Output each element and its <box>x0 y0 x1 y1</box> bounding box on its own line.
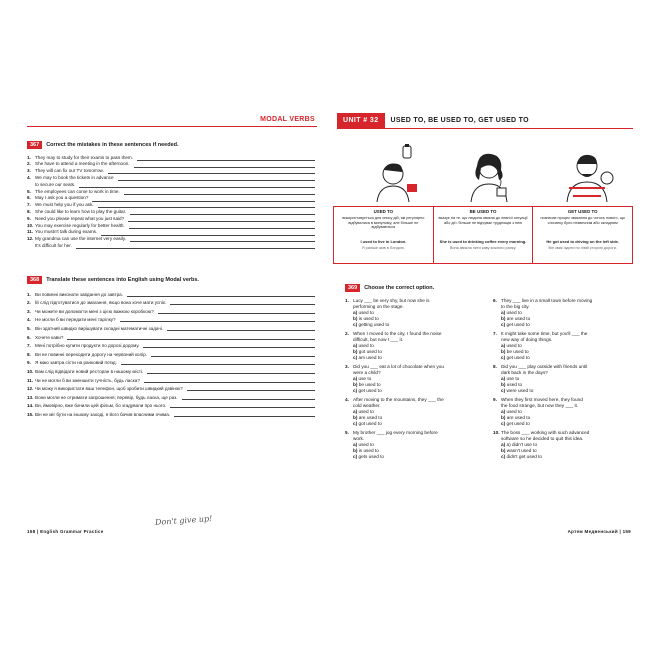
item-number: 2. <box>27 300 31 306</box>
question-number <box>493 370 501 376</box>
rule-heading: GET USED TO <box>567 209 598 214</box>
rule-description: використовується для опису дій, які регулярно відбувалися в минулому, але більше не відбуваються <box>342 216 425 230</box>
option-letter: b) <box>501 349 506 354</box>
question-number <box>493 436 501 442</box>
question-text: Did you ___ play outside with friends until <box>501 364 588 369</box>
answer-line[interactable] <box>108 170 315 174</box>
answer-line[interactable] <box>130 211 315 215</box>
option-text: is used to <box>358 448 379 453</box>
page-footer-right: Артем Медвенський | 159 <box>567 529 631 534</box>
item-text: It's difficult for her. <box>35 242 72 248</box>
answer-option[interactable] <box>493 454 638 460</box>
rule-example: She is used to drinking coffee every morning. <box>439 239 527 244</box>
right-page <box>325 88 641 558</box>
exercise-369-column-1 <box>345 298 490 463</box>
answer-line[interactable] <box>130 238 315 242</box>
item-number: 15. <box>27 411 34 417</box>
answer-line[interactable] <box>144 379 315 383</box>
question-text: new way of doing things. <box>501 337 553 342</box>
exercise-367-list <box>27 154 315 249</box>
exercise-item <box>27 340 315 349</box>
rule-description: позначає процес звикання до чогось нового, що спочатку було незвичним або складним <box>540 216 625 225</box>
page-footer-left: 158 | English Grammar Practice <box>27 529 104 534</box>
exercise-item <box>27 391 315 400</box>
item-number: 4. <box>27 317 31 323</box>
option-letter: c) <box>353 388 358 393</box>
question-number <box>345 370 353 376</box>
question <box>345 298 490 328</box>
exercise-item <box>27 305 315 314</box>
question-number: 4. <box>345 397 349 402</box>
option-letter: c) <box>501 322 506 327</box>
option-text: used to <box>358 310 374 315</box>
item-text: She could like to learn how to play the guitar. <box>35 208 127 214</box>
question-number <box>493 403 501 409</box>
question <box>493 331 638 361</box>
woman-coffee-illustration <box>457 144 527 202</box>
running-title: MODAL VERBS <box>260 116 315 123</box>
exercise-369-column-2 <box>493 298 638 463</box>
option-letter: a) <box>353 343 358 348</box>
exercise-instruction: Correct the mistakes in these sentences if needed. <box>46 142 179 148</box>
option-text: get used to <box>506 355 530 360</box>
exercise-369-header <box>345 284 434 292</box>
question-text: dark back in the days? <box>501 370 548 375</box>
option-letter: a) <box>501 409 506 414</box>
item-text: Ви, ймовірно, вже бачили цей фільм, бо згадували про нього. <box>35 403 167 409</box>
option-letter: b) <box>353 349 358 354</box>
option-text: used to <box>358 409 374 414</box>
option-text: get used to <box>506 421 530 426</box>
answer-option[interactable] <box>493 388 638 394</box>
rule-translation: Він звик їздити по лівій стороні дороги. <box>548 245 617 250</box>
exercise-item <box>27 365 315 374</box>
item-text: Чи можете ви допомогти мені з цією важкою коробкою? <box>35 308 154 314</box>
item-text: My grandma can use the internet very easily. <box>35 236 127 242</box>
question-text: After moving to the mountains, they ___ the <box>353 397 444 402</box>
question-text: When they first moved here, they found <box>501 397 583 402</box>
item-text: Ви повинні виконати завдання до завтра. <box>35 291 124 297</box>
option-text: are used to <box>506 415 531 420</box>
answer-option[interactable] <box>345 388 490 394</box>
option-letter: b) <box>501 415 506 420</box>
item-number: 1. <box>27 154 31 160</box>
option-text: were used to <box>506 388 534 393</box>
rule-column <box>334 207 434 263</box>
option-letter: a) <box>501 376 506 381</box>
answer-line[interactable] <box>137 157 315 161</box>
rule-translation: Вона звикла пити каву кожного ранку. <box>449 245 517 250</box>
option-letter: a) <box>353 310 358 315</box>
option-letter: a) <box>501 343 506 348</box>
question-text: It might take some time, but you'll ___ the <box>501 331 588 336</box>
item-number: 4. <box>27 174 31 180</box>
item-number: 3. <box>27 168 31 174</box>
option-text: got used to <box>358 421 382 426</box>
exercise-item <box>27 314 315 323</box>
item-text: They will can fix our TV tomorrow. <box>35 168 104 174</box>
answer-option[interactable] <box>345 355 490 361</box>
answer-option[interactable] <box>493 421 638 427</box>
rule-heading: USED TO <box>373 209 394 214</box>
question-text: My brother ___ jog every morning before <box>353 430 438 435</box>
item-number: 10. <box>27 222 34 228</box>
option-text: used to <box>506 409 522 414</box>
answer-option[interactable] <box>345 454 490 460</box>
question-number <box>493 304 501 310</box>
option-letter: c) <box>353 454 358 459</box>
rule-column <box>533 207 632 263</box>
item-text: Їй слід підготуватися до змагання, якщо вона хоче мати успіх. <box>35 300 167 306</box>
exercise-item <box>27 236 315 243</box>
option-letter: b) <box>501 448 506 453</box>
option-text: getting used to <box>358 322 390 327</box>
option-letter: b) <box>353 415 358 420</box>
exercise-number-badge: 368 <box>27 276 42 284</box>
question-text: Lucy ___ be very shy, but now she is <box>353 298 430 303</box>
answer-line[interactable] <box>147 370 315 374</box>
exercise-item <box>27 195 315 202</box>
option-letter: c) <box>353 421 358 426</box>
item-number: 10. <box>27 368 34 374</box>
answer-line[interactable] <box>76 245 315 249</box>
item-text: You mustn't talk during exams. <box>35 229 98 235</box>
item-text: Він не міг бути на іншому заході, я його бачив власними очима. <box>35 411 171 417</box>
option-text: are used to <box>358 415 383 420</box>
item-number: 12. <box>27 386 34 392</box>
answer-line[interactable] <box>134 164 316 168</box>
answer-option[interactable] <box>493 355 638 361</box>
question <box>345 331 490 361</box>
answer-line[interactable] <box>167 327 315 331</box>
option-text: wasn't used to <box>506 448 537 453</box>
question <box>493 430 638 460</box>
question-number: 6. <box>493 298 497 303</box>
item-number: 12. <box>27 236 34 242</box>
item-text: You may exercise regularly for better health. <box>35 222 125 228</box>
question-text: Did you ___ eat a lot of chocolate when you <box>353 364 444 369</box>
exercise-item <box>27 408 315 417</box>
exercise-item <box>27 161 315 168</box>
item-number: 11. <box>27 377 34 383</box>
question-number <box>345 436 353 442</box>
exercise-item <box>27 168 315 175</box>
item-number: 5. <box>27 325 31 331</box>
option-letter: b) <box>501 382 506 387</box>
item-number: 11. <box>27 229 34 235</box>
question-number: 2. <box>345 331 349 336</box>
exercise-367-header <box>27 141 179 149</box>
item-number: 8. <box>27 351 31 357</box>
rule-description: вказує на те, що людина звикла до певної ситуації або дії і більше не відчуває труднощів з нею <box>438 216 528 225</box>
answer-option[interactable] <box>345 322 490 328</box>
question <box>345 364 490 394</box>
option-letter: a) <box>353 409 358 414</box>
answer-line[interactable] <box>120 318 315 322</box>
option-letter: c) <box>501 388 506 393</box>
item-number: 9. <box>27 360 31 366</box>
option-text: got used to <box>358 349 382 354</box>
question-number: 5. <box>345 430 349 435</box>
question-text: software so he decided to quit this idea. <box>501 436 584 441</box>
item-text: Хочете кави? <box>35 334 64 340</box>
answer-line[interactable] <box>98 204 315 208</box>
rule-example: I used to live in London. <box>360 239 407 244</box>
question <box>345 397 490 427</box>
answer-line[interactable] <box>118 177 315 181</box>
exercise-item <box>27 374 315 383</box>
question-text: were a child? <box>353 370 381 375</box>
option-text: a) didn't use to <box>506 442 538 447</box>
exercise-item <box>27 215 315 222</box>
rule-column <box>434 207 534 263</box>
item-text: Need you please repeat what you just said? <box>35 215 125 221</box>
question-number <box>493 337 501 343</box>
question-number <box>345 304 353 310</box>
question-text: the food strange, but now they ___ it. <box>501 403 579 408</box>
answer-line[interactable] <box>151 353 315 357</box>
item-number: 7. <box>27 343 31 349</box>
option-letter: c) <box>501 454 506 459</box>
answer-line[interactable] <box>158 310 315 314</box>
answer-line[interactable] <box>182 396 315 400</box>
question-number <box>345 337 353 343</box>
book-spread <box>9 88 641 558</box>
option-text: used to <box>506 343 522 348</box>
exercise-item <box>27 297 315 306</box>
item-text: Чи не могли б ви зменшити гучність, будь ласка? <box>35 377 140 383</box>
illustrations <box>345 144 635 202</box>
question-text: The boss ___ working with such advanced <box>501 430 590 435</box>
question-text: They ___ live in a small town before moving <box>501 298 593 303</box>
exercise-item <box>27 208 315 215</box>
option-text: used to <box>506 382 523 387</box>
option-letter: c) <box>501 421 506 426</box>
option-letter: a) <box>501 442 506 447</box>
item-text: May I ask you a question? <box>35 195 89 201</box>
item-number: 13. <box>27 394 34 400</box>
question-text: difficult, but now I ___ it. <box>353 337 404 342</box>
left-page <box>9 88 325 558</box>
answer-option[interactable] <box>345 421 490 427</box>
exercise-instruction: Choose the correct option. <box>364 285 435 291</box>
option-text: used to <box>358 442 374 447</box>
question-number: 8. <box>493 364 497 369</box>
option-text: used to <box>506 310 522 315</box>
option-text: used to <box>358 343 374 348</box>
question-text: to the big city. <box>501 304 530 309</box>
question-number: 9. <box>493 397 497 402</box>
item-text: We may to book the tickets in advance <box>35 174 114 180</box>
exercise-item <box>27 229 315 236</box>
item-number: 7. <box>27 202 31 208</box>
question-number: 3. <box>345 364 349 369</box>
question-text: cold weather. <box>353 403 381 408</box>
question <box>493 397 638 427</box>
answer-line[interactable] <box>187 387 315 391</box>
question <box>345 430 490 460</box>
item-text: She have to attend a meeting in the afternoon. <box>35 161 130 167</box>
rule-heading: BE USED TO <box>469 209 497 214</box>
rules-table <box>333 206 633 264</box>
exercise-item <box>27 322 315 331</box>
option-letter: b) <box>353 448 358 453</box>
answer-option[interactable] <box>493 322 638 328</box>
option-text: gets used to <box>358 454 385 459</box>
option-text: didn't get used to <box>506 454 543 459</box>
exercise-item <box>27 348 315 357</box>
option-text: are used to <box>506 316 531 321</box>
title-rule <box>27 126 317 127</box>
exercise-item <box>27 331 315 340</box>
exercise-number-badge: 367 <box>27 141 42 149</box>
answer-line[interactable] <box>92 198 315 202</box>
option-text: get used to <box>506 322 530 327</box>
option-text: be used to <box>506 349 529 354</box>
unit-rule <box>337 128 633 129</box>
item-text: The employees can come to work in time. <box>35 188 120 194</box>
question-number: 7. <box>493 331 497 336</box>
item-text: We must help you if you ask. <box>35 202 94 208</box>
motto-handwriting: Don't give up! <box>154 514 213 527</box>
item-number: 5. <box>27 188 31 194</box>
item-number: 1. <box>27 291 31 297</box>
exercise-368-list <box>27 288 315 417</box>
item-text: Він здатний швидко вирішувати складні математичні задачі. <box>35 325 164 331</box>
item-number: 8. <box>27 208 31 214</box>
item-text: Ви не повинні переходити дорогу на червоний колір. <box>35 351 148 357</box>
question-text: When I moved to the city, I found the noise <box>353 331 442 336</box>
answer-line[interactable] <box>143 344 315 348</box>
option-text: use to <box>358 376 372 381</box>
answer-line[interactable] <box>101 232 315 236</box>
option-text: be used to <box>358 382 381 387</box>
item-text: Не могли б ви передати мені тарілку? <box>35 317 116 323</box>
item-text: Мені потрібно купити продукти по дорозі додому. <box>35 343 140 349</box>
exercise-item <box>27 383 315 392</box>
item-number: 14. <box>27 403 34 409</box>
option-letter: a) <box>353 442 358 447</box>
answer-line[interactable] <box>128 218 315 222</box>
exercise-item <box>27 242 315 249</box>
exercise-item <box>27 202 315 209</box>
question-number <box>345 403 353 409</box>
exercise-item <box>27 188 315 195</box>
man-driving-illustration <box>555 144 625 202</box>
answer-line[interactable] <box>129 225 315 229</box>
exercise-item <box>27 288 315 297</box>
exercise-item <box>27 357 315 366</box>
item-text: to secure our seats. <box>35 181 76 187</box>
exercise-368-header <box>27 276 199 284</box>
question <box>493 364 638 394</box>
answer-line[interactable] <box>170 404 315 408</box>
unit-header <box>337 113 633 128</box>
option-text: is used to <box>358 316 379 321</box>
exercise-item <box>27 174 315 181</box>
item-number: 3. <box>27 308 31 314</box>
unit-badge: UNIT # 32 <box>337 113 385 128</box>
exercise-item <box>27 154 315 161</box>
item-text: They may to study for their exams to pass them. <box>35 154 134 160</box>
answer-line[interactable] <box>170 301 315 305</box>
question-text: performing on the stage. <box>353 304 404 309</box>
answer-line[interactable] <box>174 413 315 417</box>
item-text: Вам слід відвідати новий ресторан в нашому місті. <box>35 368 144 374</box>
exercise-item <box>27 222 315 229</box>
exercise-number-badge: 369 <box>345 284 360 292</box>
exercise-instruction: Translate these sentences into English using Modal verbs. <box>46 277 200 283</box>
option-letter: c) <box>501 355 506 360</box>
rule-translation: Я раніше жив в Лондоні. <box>361 245 405 250</box>
option-letter: c) <box>353 322 358 327</box>
exercise-item <box>27 181 315 188</box>
question <box>493 298 638 328</box>
item-number: 6. <box>27 195 31 201</box>
item-number: 9. <box>27 215 31 221</box>
option-letter: b) <box>353 316 358 321</box>
option-letter: a) <box>501 310 506 315</box>
option-text: use to <box>506 376 520 381</box>
item-text: Вони могли не отримати запрошення; перевір, будь ласка, ще раз. <box>35 394 178 400</box>
option-letter: b) <box>353 382 358 387</box>
man-remembering-illustration <box>363 144 433 202</box>
option-letter: b) <box>501 316 506 321</box>
exercise-item <box>27 400 315 409</box>
question-number: 1. <box>345 298 349 303</box>
answer-line[interactable] <box>124 191 315 195</box>
answer-line[interactable] <box>67 336 315 340</box>
answer-line[interactable] <box>79 184 315 188</box>
option-letter: c) <box>353 355 358 360</box>
item-text: Я маю завтра сісти на ранковий поїзд. <box>35 360 117 366</box>
item-text: Чи можу я використати ваш телефон, щоб зробити швидкий дзвінок? <box>35 386 183 392</box>
unit-title: USED TO, BE USED TO, GET USED TO <box>390 117 529 124</box>
question-text: work. <box>353 436 365 441</box>
question-number: 10. <box>493 430 500 435</box>
option-text: get used to <box>358 388 382 393</box>
answer-line[interactable] <box>121 361 315 365</box>
item-number: 6. <box>27 334 31 340</box>
rule-example: He got used to driving on the left side. <box>546 239 620 244</box>
option-text: am used to <box>358 355 382 360</box>
answer-line[interactable] <box>127 293 315 297</box>
option-letter: a) <box>353 376 358 381</box>
item-number: 2. <box>27 161 31 167</box>
